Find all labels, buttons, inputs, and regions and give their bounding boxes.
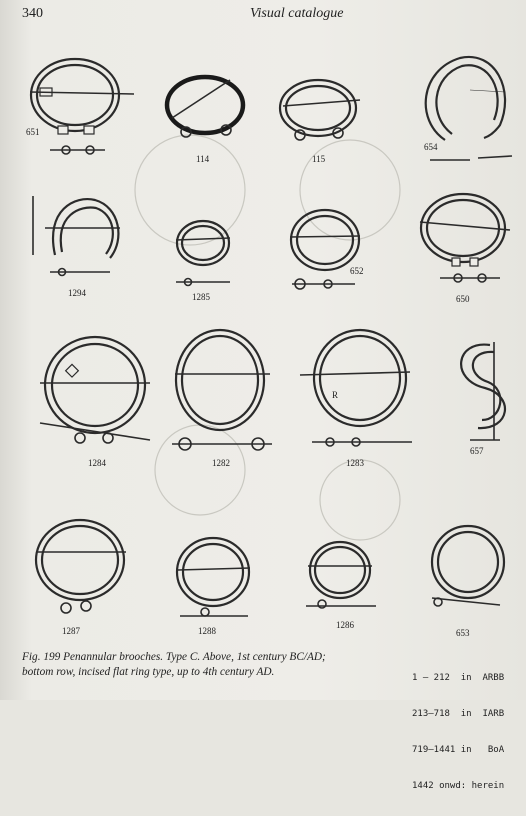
figure-number: 652 [350, 266, 364, 276]
brooch-1283 [300, 330, 412, 446]
caption-line: Fig. 199 Penannular brooches. Type C. Above, 1st century BC/AD; [22, 651, 326, 663]
legend-line: 719–1441 in BoA [412, 745, 505, 755]
brooch-1287 [36, 520, 126, 613]
source-legend [412, 648, 504, 816]
legend-line: 1 – 212 in ARBB [412, 673, 505, 683]
brooch-1294 [33, 196, 120, 276]
brooch-652 [290, 210, 360, 289]
svg-text:R: R [332, 390, 339, 400]
brooch-114 [167, 77, 243, 137]
brooch-657 [461, 342, 505, 440]
figure-number: 114 [196, 154, 210, 164]
brooch-650 [420, 194, 510, 282]
figure-number: 1287 [62, 626, 80, 636]
legend-line: 1442 onwd: herein [412, 781, 505, 791]
brooch-1284 [40, 337, 150, 443]
figure-number: 654 [424, 142, 438, 152]
brooch-1286 [306, 542, 376, 608]
brooch-1288 [177, 538, 250, 616]
figure-number: 1283 [346, 458, 364, 468]
figure-number: 1282 [212, 458, 230, 468]
figure-number: 1288 [198, 626, 216, 636]
brooch-654 [426, 57, 512, 160]
figure-caption [22, 650, 392, 680]
brooch-115 [280, 80, 360, 140]
brooch-653 [432, 526, 504, 606]
figure-number: 651 [26, 127, 40, 137]
figure-number: 1285 [192, 292, 210, 302]
show-through-ghosts [135, 135, 400, 540]
page-number: 340 [22, 6, 43, 21]
figure-number: 657 [470, 446, 484, 456]
brooch-651 [30, 59, 134, 154]
brooch-1282 [172, 330, 272, 450]
figure-number: 653 [456, 628, 470, 638]
caption-line: bottom row, incised flat ring type, up to 4th century AD. [22, 666, 275, 678]
legend-line: 213–718 in IARB [412, 709, 505, 719]
running-title: Visual catalogue [250, 6, 344, 21]
brooch-1285 [176, 221, 230, 286]
figure-number: 1294 [68, 288, 86, 298]
figure-number: 650 [456, 294, 470, 304]
figure-number: 1284 [88, 458, 106, 468]
figure-number: 115 [312, 154, 326, 164]
figure-number: 1286 [336, 620, 354, 630]
